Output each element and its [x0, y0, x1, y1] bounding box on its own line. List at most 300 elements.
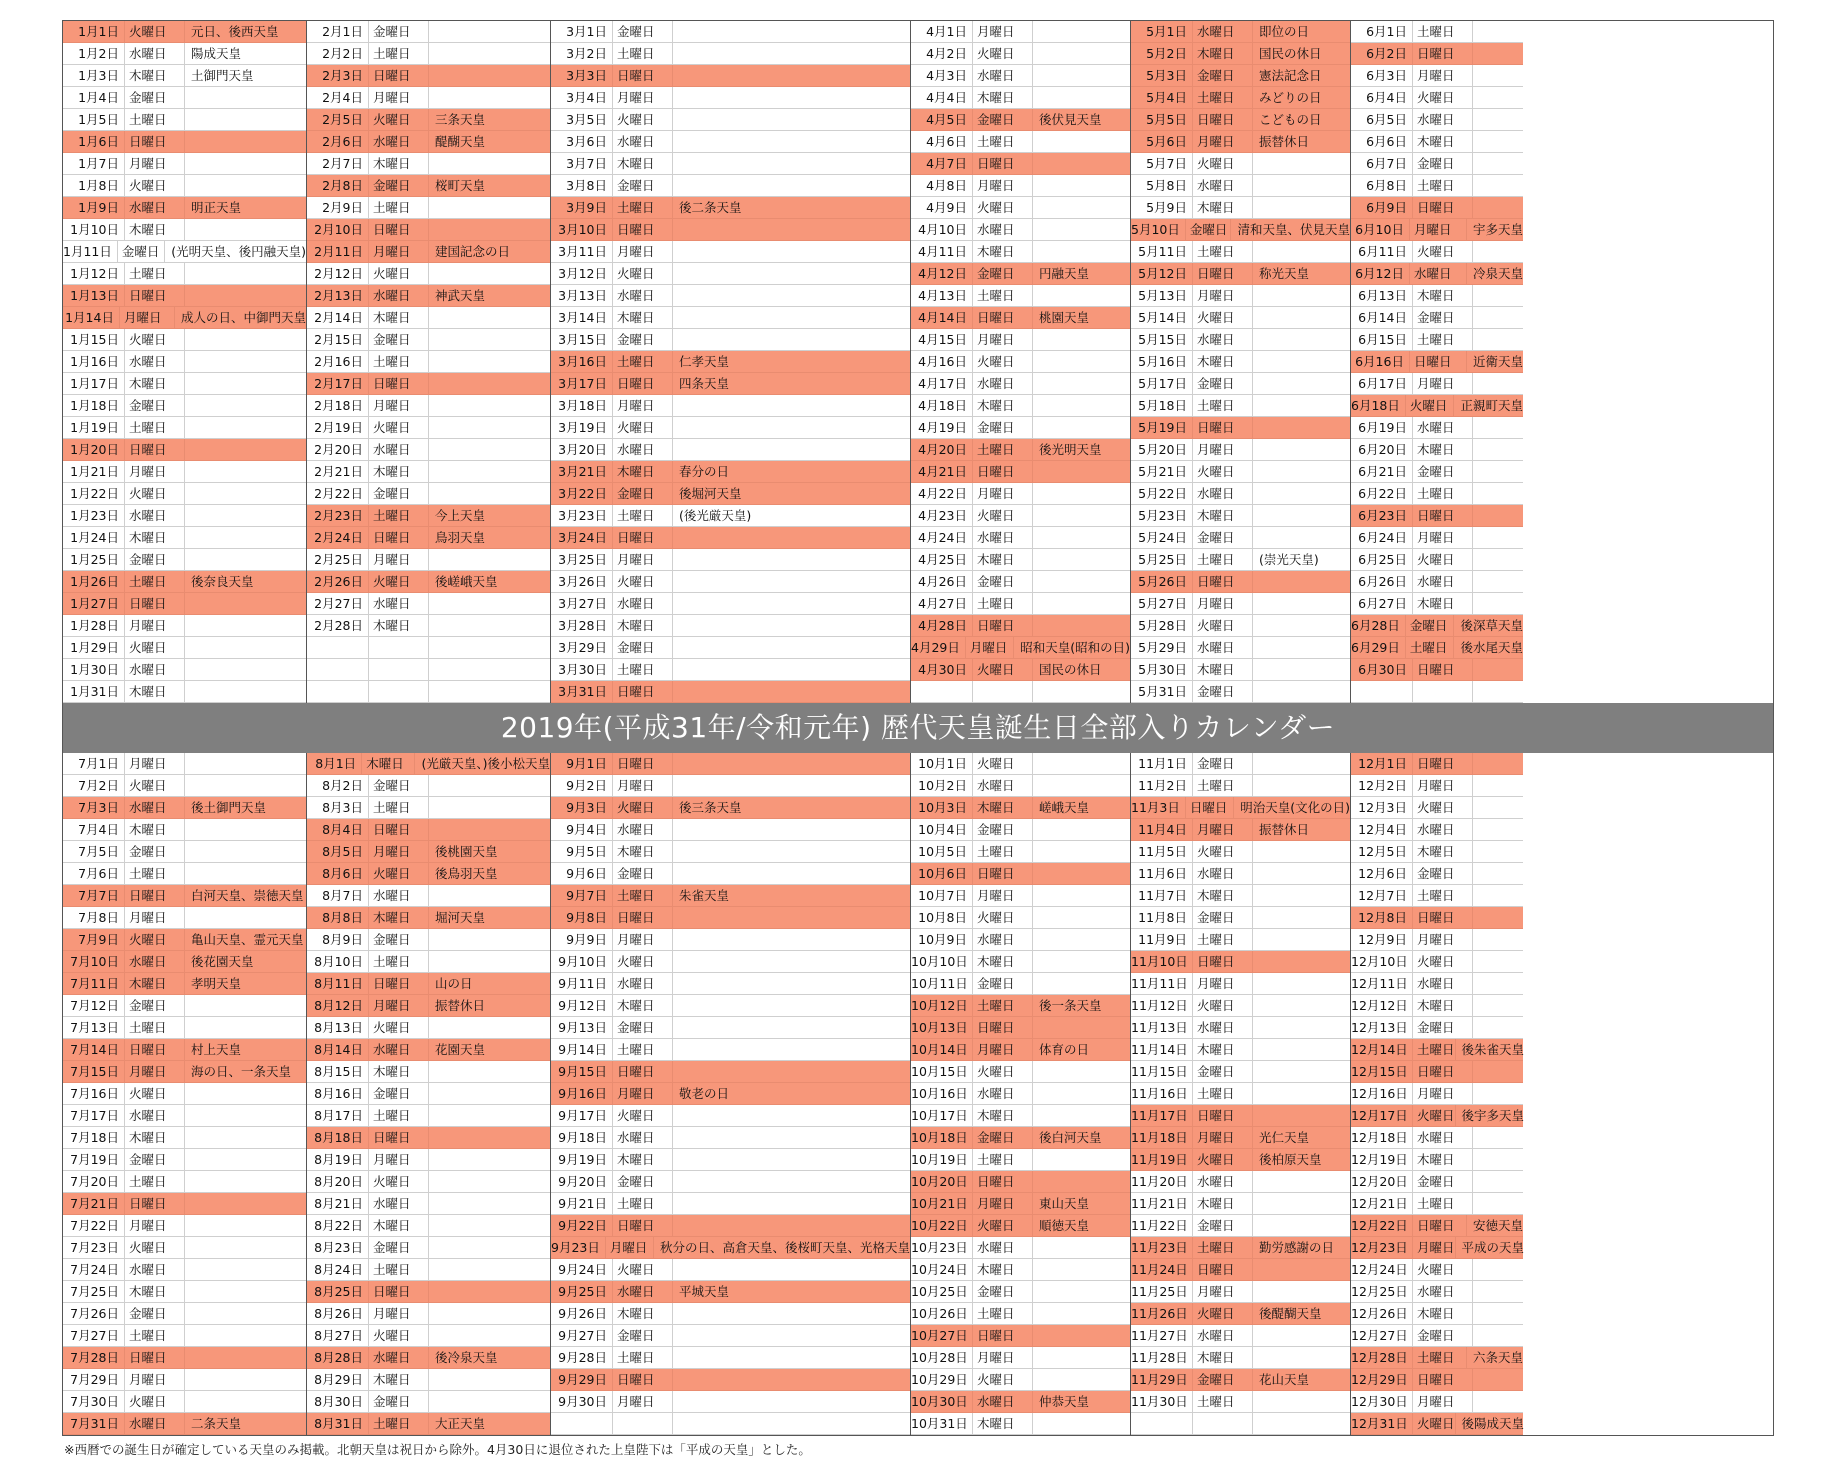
weekday-cell: 水曜日 [369, 885, 429, 906]
weekday-cell: 土曜日 [973, 841, 1033, 862]
note-cell [1473, 951, 1523, 972]
date-cell: 8月19日 [307, 1149, 369, 1170]
weekday-cell: 木曜日 [369, 153, 429, 174]
day-row [63, 307, 306, 329]
day-row [911, 109, 1130, 131]
date-cell: 1月13日 [63, 285, 125, 306]
date-cell: 11月7日 [1131, 885, 1193, 906]
day-row [307, 131, 550, 153]
weekday-cell: 月曜日 [1413, 1391, 1473, 1412]
day-row [1351, 527, 1523, 549]
weekday-cell: 木曜日 [1193, 197, 1253, 218]
date-cell: 7月30日 [63, 1391, 125, 1412]
day-row [1131, 593, 1350, 615]
weekday-cell: 火曜日 [125, 775, 185, 796]
note-cell [1473, 819, 1523, 840]
date-cell: 9月21日 [551, 1193, 613, 1214]
weekday-cell: 水曜日 [369, 131, 429, 152]
note-cell: 村上天皇 [191, 1042, 242, 1057]
day-row [911, 395, 1130, 417]
note-cell: 清和天皇、伏見天皇 [1237, 222, 1350, 237]
date-cell: 1月2日 [63, 43, 125, 64]
date-cell: 3月12日 [551, 263, 613, 284]
weekday-cell: 日曜日 [1193, 1259, 1253, 1280]
day-row [1351, 175, 1523, 197]
weekday-cell: 土曜日 [369, 505, 429, 526]
day-row [1131, 1149, 1350, 1171]
month-column-2 [307, 21, 551, 703]
note-cell [429, 307, 550, 328]
date-cell: 1月21日 [63, 461, 125, 482]
date-cell: 6月18日 [1351, 395, 1406, 416]
day-row [551, 995, 910, 1017]
weekday-cell: 日曜日 [369, 1281, 429, 1302]
weekday-cell: 木曜日 [369, 907, 429, 928]
date-cell: 11月2日 [1131, 775, 1193, 796]
date-cell: 7月17日 [63, 1105, 125, 1126]
day-row [1351, 417, 1523, 439]
day-row [551, 153, 910, 175]
day-row [551, 1039, 910, 1061]
date-cell: 8月26日 [307, 1303, 369, 1324]
day-row [551, 1127, 910, 1149]
weekday-cell: 月曜日 [1413, 65, 1473, 86]
date-cell: 9月20日 [551, 1171, 613, 1192]
day-row [911, 1347, 1130, 1369]
note-cell [185, 775, 306, 796]
date-cell: 4月3日 [911, 65, 973, 86]
weekday-cell: 火曜日 [1413, 1259, 1473, 1280]
date-cell: 5月7日 [1131, 153, 1193, 174]
note-cell [673, 43, 910, 64]
weekday-cell: 水曜日 [369, 1039, 429, 1060]
date-cell: 12月23日 [1351, 1237, 1413, 1258]
date-cell: 4月14日 [911, 307, 973, 328]
day-row [63, 329, 306, 351]
weekday-cell: 月曜日 [1413, 775, 1473, 796]
date-cell: 7月11日 [63, 973, 125, 994]
note-cell [1253, 1347, 1350, 1368]
note-cell [1473, 1083, 1523, 1104]
weekday-cell: 火曜日 [1193, 153, 1253, 174]
note-cell: 二条天皇 [191, 1416, 242, 1431]
date-cell: 9月18日 [551, 1127, 613, 1148]
day-row [307, 175, 550, 197]
weekday-cell: 水曜日 [125, 43, 185, 64]
date-cell: 7月8日 [63, 907, 125, 928]
date-cell: 12月9日 [1351, 929, 1413, 950]
day-row [1131, 505, 1350, 527]
weekday-cell: 金曜日 [1193, 1061, 1253, 1082]
note-cell [1473, 21, 1523, 42]
weekday-cell: 金曜日 [369, 1083, 429, 1104]
weekday-cell: 水曜日 [125, 1413, 185, 1434]
weekday-cell: 土曜日 [1193, 775, 1253, 796]
day-row [1351, 21, 1523, 43]
date-cell: 9月12日 [551, 995, 613, 1016]
weekday-cell: 水曜日 [369, 1193, 429, 1214]
date-cell: 10月26日 [911, 1303, 973, 1324]
weekday-cell: 土曜日 [1413, 329, 1473, 350]
note-cell [1253, 1325, 1350, 1346]
day-row [63, 175, 306, 197]
weekday-cell: 火曜日 [973, 197, 1033, 218]
note-cell: 平成の天皇 [1461, 1240, 1525, 1255]
weekday-cell: 土曜日 [1193, 87, 1253, 108]
date-cell: 1月8日 [63, 175, 125, 196]
day-row [911, 65, 1130, 87]
date-cell: 2月6日 [307, 131, 369, 152]
weekday-cell: 金曜日 [1413, 307, 1473, 328]
note-cell [1033, 505, 1130, 526]
date-cell: 4月6日 [911, 131, 973, 152]
note-cell [1253, 197, 1350, 218]
date-cell: 1月7日 [63, 153, 125, 174]
date-cell: 10月24日 [911, 1259, 973, 1280]
note-cell [1473, 929, 1523, 950]
note-cell [673, 21, 910, 42]
note-cell [1473, 153, 1523, 174]
weekday-cell: 木曜日 [1413, 131, 1473, 152]
date-cell: 11月17日 [1131, 1105, 1193, 1126]
day-row [63, 285, 306, 307]
day-row [1351, 1017, 1523, 1039]
weekday-cell: 月曜日 [1413, 373, 1473, 394]
note-cell [673, 131, 910, 152]
day-row [551, 21, 910, 43]
day-row [551, 307, 910, 329]
date-cell: 3月13日 [551, 285, 613, 306]
day-row [63, 863, 306, 885]
note-cell [673, 241, 910, 262]
date-cell: 4月13日 [911, 285, 973, 306]
note-cell: 桃園天皇 [1039, 310, 1090, 325]
note-cell: 成人の日、中御門天皇 [180, 310, 306, 325]
weekday-cell: 水曜日 [613, 973, 673, 994]
day-row [911, 885, 1130, 907]
note-cell [1033, 351, 1130, 372]
note-cell [1253, 1215, 1350, 1236]
weekday-cell: 土曜日 [125, 1171, 185, 1192]
empty-row [307, 681, 550, 703]
weekday-cell: 金曜日 [125, 395, 185, 416]
date-cell: 1月14日 [63, 307, 120, 328]
day-row [1351, 1127, 1523, 1149]
note-cell [1253, 307, 1350, 328]
note-cell [1033, 153, 1130, 174]
note-cell [1473, 175, 1523, 196]
day-row [1131, 417, 1350, 439]
weekday-cell: 木曜日 [1193, 1039, 1253, 1060]
day-row [63, 527, 306, 549]
weekday-cell: 月曜日 [973, 21, 1033, 42]
day-row [911, 1149, 1130, 1171]
day-row [551, 1281, 910, 1303]
note-cell [429, 819, 550, 840]
weekday-cell: 月曜日 [125, 1215, 185, 1236]
note-cell [673, 329, 910, 350]
day-row [1351, 329, 1523, 351]
note-cell [673, 439, 910, 460]
date-cell: 6月2日 [1351, 43, 1413, 64]
date-cell: 6月17日 [1351, 373, 1413, 394]
note-cell [185, 1237, 306, 1258]
day-row [1131, 285, 1350, 307]
date-cell: 9月13日 [551, 1017, 613, 1038]
day-row [1131, 1259, 1350, 1281]
note-cell [1253, 461, 1350, 482]
weekday-cell: 水曜日 [613, 439, 673, 460]
date-cell: 6月29日 [1351, 637, 1406, 658]
weekday-cell: 日曜日 [1413, 1061, 1473, 1082]
day-row [1351, 1369, 1523, 1391]
date-cell: 2月25日 [307, 549, 369, 570]
note-cell [185, 461, 306, 482]
date-cell: 12月11日 [1351, 973, 1413, 994]
day-row [911, 995, 1130, 1017]
month-column-10 [911, 753, 1131, 1435]
weekday-cell: 水曜日 [613, 131, 673, 152]
month-column-12 [1351, 753, 1523, 1435]
note-cell: 海の日、一条天皇 [191, 1064, 292, 1079]
day-row [63, 483, 306, 505]
day-row [1351, 907, 1523, 929]
note-cell [673, 549, 910, 570]
day-row [63, 1391, 306, 1413]
date-cell: 12月7日 [1351, 885, 1413, 906]
date-cell: 4月22日 [911, 483, 973, 504]
day-row [911, 1325, 1130, 1347]
day-row [63, 1083, 306, 1105]
note-cell [1473, 1127, 1523, 1148]
weekday-cell: 火曜日 [1406, 395, 1455, 416]
date-cell: 3月31日 [551, 681, 613, 702]
weekday-cell: 日曜日 [613, 373, 673, 394]
day-row [1131, 395, 1350, 417]
date-cell: 9月3日 [551, 797, 613, 818]
date-cell: 1月5日 [63, 109, 125, 130]
weekday-cell: 水曜日 [125, 351, 185, 372]
note-cell: 明正天皇 [191, 200, 242, 215]
date-cell: 4月18日 [911, 395, 973, 416]
note-cell [673, 1039, 910, 1060]
day-row [551, 973, 910, 995]
note-cell [1033, 973, 1130, 994]
weekday-cell: 土曜日 [369, 1105, 429, 1126]
day-row [307, 1347, 550, 1369]
weekday-cell: 月曜日 [125, 153, 185, 174]
day-row [63, 951, 306, 973]
date-cell: 11月19日 [1131, 1149, 1193, 1170]
date-cell: 8月13日 [307, 1017, 369, 1038]
date-cell: 12月15日 [1351, 1061, 1413, 1082]
note-cell [673, 973, 910, 994]
date-cell: 7月9日 [63, 929, 125, 950]
day-row [551, 373, 910, 395]
date-cell: 5月25日 [1131, 549, 1193, 570]
date-cell: 11月10日 [1131, 951, 1193, 972]
weekday-cell: 水曜日 [1413, 1281, 1473, 1302]
date-cell: 7月14日 [63, 1039, 125, 1060]
note-cell [185, 1193, 306, 1214]
weekday-cell: 木曜日 [1413, 1149, 1473, 1170]
weekday-cell: 月曜日 [973, 175, 1033, 196]
weekday-cell: 土曜日 [1413, 885, 1473, 906]
date-cell: 7月13日 [63, 1017, 125, 1038]
day-row [551, 753, 910, 775]
weekday-cell: 日曜日 [1193, 571, 1253, 592]
note-cell [1033, 615, 1130, 636]
date-cell: 5月1日 [1131, 21, 1193, 42]
date-cell: 6月19日 [1351, 417, 1413, 438]
day-row [63, 439, 306, 461]
date-cell: 9月15日 [551, 1061, 613, 1082]
weekday-cell: 土曜日 [125, 571, 185, 592]
date-cell: 11月22日 [1131, 1215, 1193, 1236]
weekday-cell: 土曜日 [973, 1149, 1033, 1170]
date-cell: 8月15日 [307, 1061, 369, 1082]
note-cell [1033, 1171, 1130, 1192]
note-cell [1473, 285, 1523, 306]
note-cell [185, 1369, 306, 1390]
note-cell [185, 819, 306, 840]
date-cell: 7月15日 [63, 1061, 125, 1082]
date-cell: 3月29日 [551, 637, 613, 658]
day-row [307, 153, 550, 175]
day-row [911, 951, 1130, 973]
date-cell: 11月6日 [1131, 863, 1193, 884]
note-cell [673, 929, 910, 950]
note-cell [1033, 1281, 1130, 1302]
weekday-cell: 日曜日 [973, 1171, 1033, 1192]
day-row [911, 863, 1130, 885]
note-cell [429, 1083, 550, 1104]
day-row [1131, 1127, 1350, 1149]
day-row [911, 1061, 1130, 1083]
day-row [1351, 1193, 1523, 1215]
note-cell: 敬老の日 [679, 1086, 730, 1101]
weekday-cell: 火曜日 [125, 175, 185, 196]
note-cell [1033, 1369, 1130, 1390]
date-cell: 2月5日 [307, 109, 369, 130]
note-cell [185, 175, 306, 196]
note-cell [185, 615, 306, 636]
date-cell: 2月22日 [307, 483, 369, 504]
day-row [307, 1303, 550, 1325]
day-row [63, 197, 306, 219]
date-cell: 7月27日 [63, 1325, 125, 1346]
date-cell: 12月21日 [1351, 1193, 1413, 1214]
weekday-cell: 日曜日 [613, 753, 673, 774]
note-cell [1253, 1193, 1350, 1214]
weekday-cell: 水曜日 [369, 593, 429, 614]
weekday-cell: 月曜日 [369, 241, 429, 262]
weekday-cell: 火曜日 [1193, 461, 1253, 482]
note-cell [1253, 951, 1350, 972]
day-row [307, 43, 550, 65]
weekday-cell: 木曜日 [613, 461, 673, 482]
weekday-cell: 日曜日 [973, 615, 1033, 636]
date-cell: 2月28日 [307, 615, 369, 636]
note-cell: 桜町天皇 [435, 178, 486, 193]
day-row [1351, 1105, 1523, 1127]
note-cell [1033, 395, 1130, 416]
date-cell: 1月31日 [63, 681, 125, 702]
weekday-cell: 水曜日 [1193, 863, 1253, 884]
date-cell: 2月27日 [307, 593, 369, 614]
date-cell: 7月29日 [63, 1369, 125, 1390]
weekday-cell: 火曜日 [1193, 841, 1253, 862]
day-row [911, 1171, 1130, 1193]
weekday-cell: 火曜日 [1193, 995, 1253, 1016]
note-cell [1253, 417, 1350, 438]
weekday-cell: 土曜日 [369, 797, 429, 818]
day-row [551, 863, 910, 885]
note-cell [429, 395, 550, 416]
weekday-cell: 木曜日 [125, 681, 185, 702]
day-row [1351, 131, 1523, 153]
note-cell: 後鳥羽天皇 [435, 866, 498, 881]
date-cell: 11月11日 [1131, 973, 1193, 994]
date-cell: 6月14日 [1351, 307, 1413, 328]
day-row [551, 549, 910, 571]
date-cell: 5月29日 [1131, 637, 1193, 658]
day-row [911, 351, 1130, 373]
date-cell: 4月7日 [911, 153, 973, 174]
note-cell [1473, 1303, 1523, 1324]
day-row [1351, 593, 1523, 615]
day-row [1131, 65, 1350, 87]
weekday-cell: 金曜日 [973, 973, 1033, 994]
note-cell [1473, 659, 1523, 680]
note-cell: (光厳天皇、)後小松天皇 [421, 756, 550, 771]
day-row [1351, 1303, 1523, 1325]
date-cell: 10月3日 [911, 797, 973, 818]
weekday-cell: 水曜日 [369, 1347, 429, 1368]
note-cell [1253, 1171, 1350, 1192]
date-cell: 5月3日 [1131, 65, 1193, 86]
date-cell: 1月26日 [63, 571, 125, 592]
note-cell [673, 615, 910, 636]
weekday-cell: 金曜日 [973, 571, 1033, 592]
note-cell [1033, 841, 1130, 862]
day-row [911, 907, 1130, 929]
weekday-cell: 日曜日 [369, 1127, 429, 1148]
day-row [551, 1303, 910, 1325]
date-cell: 4月26日 [911, 571, 973, 592]
date-cell: 4月25日 [911, 549, 973, 570]
day-row [1351, 995, 1523, 1017]
note-cell [673, 395, 910, 416]
date-cell: 10月13日 [911, 1017, 973, 1038]
month-column-1 [63, 21, 307, 703]
note-cell [1033, 483, 1130, 504]
note-cell [1253, 863, 1350, 884]
day-row [911, 1105, 1130, 1127]
day-row [63, 505, 306, 527]
note-cell [1033, 885, 1130, 906]
date-cell: 2月4日 [307, 87, 369, 108]
weekday-cell: 水曜日 [973, 1237, 1033, 1258]
date-cell: 7月28日 [63, 1347, 125, 1368]
note-cell [185, 841, 306, 862]
day-row [551, 571, 910, 593]
note-cell [429, 483, 550, 504]
day-row [911, 819, 1130, 841]
date-cell: 11月5日 [1131, 841, 1193, 862]
weekday-cell: 火曜日 [613, 263, 673, 284]
day-row [1131, 351, 1350, 373]
